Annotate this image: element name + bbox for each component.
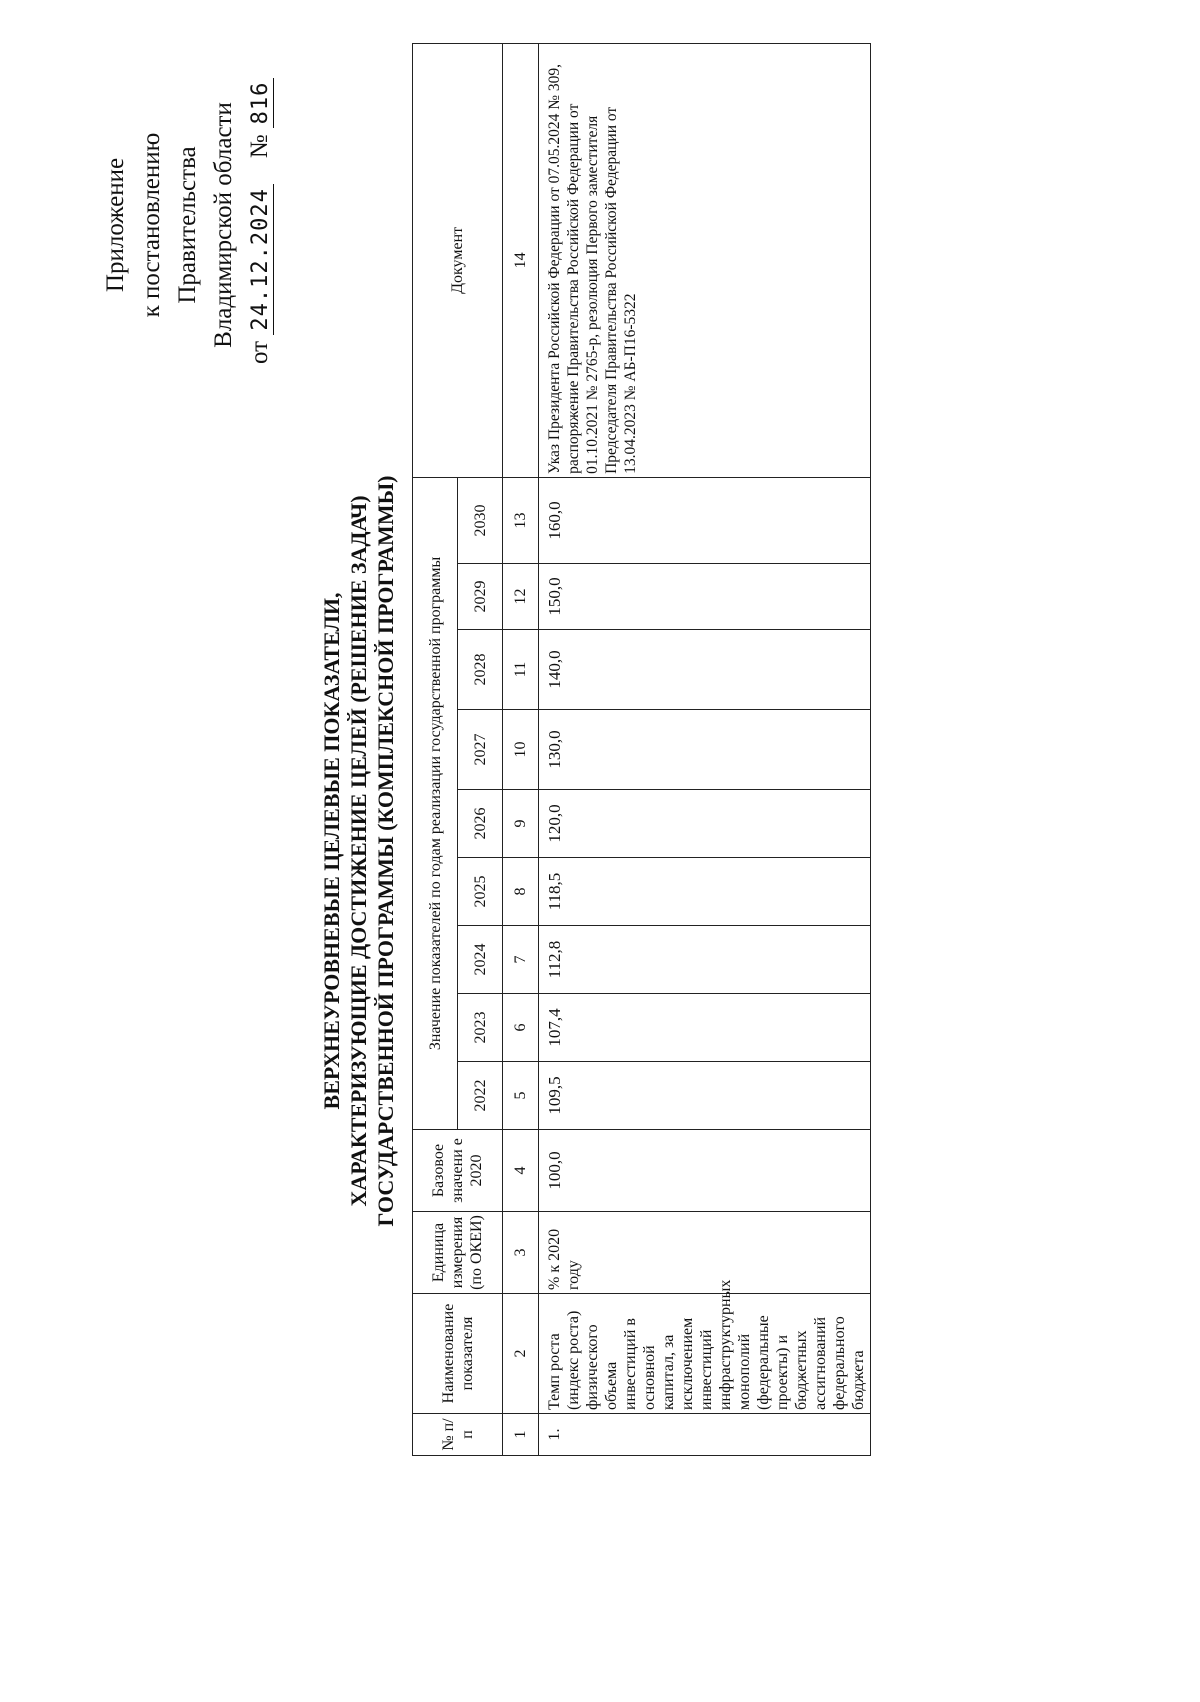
header-name: Наименование показателя [413, 1294, 503, 1414]
approval-block [98, 60, 279, 390]
column-number: 13 [503, 477, 539, 563]
header-year: 2030 [458, 477, 503, 563]
table-body [503, 43, 871, 1455]
date-prefix: от [246, 340, 273, 364]
year-value-cell: 112,8 [539, 926, 871, 994]
column-number: 4 [503, 1130, 539, 1212]
header-year: 2028 [458, 630, 503, 710]
table-row [539, 43, 871, 1455]
year-value-cell: 160,0 [539, 477, 871, 563]
indicators-table-wrap [412, 44, 871, 1456]
column-number: 3 [503, 1212, 539, 1294]
header-year: 2024 [458, 926, 503, 994]
column-number: 10 [503, 710, 539, 790]
row-num-cell: 1. [539, 1414, 871, 1456]
year-value-cell: 107,4 [539, 994, 871, 1062]
resolution-date: 24.12.2024 [248, 184, 274, 334]
document-heading [318, 0, 399, 1702]
header-row-1 [413, 43, 458, 1455]
column-number: 6 [503, 994, 539, 1062]
year-value-cell: 109,5 [539, 1062, 871, 1130]
header-year: 2023 [458, 994, 503, 1062]
column-number: 14 [503, 43, 539, 477]
header-year: 2026 [458, 790, 503, 858]
header-values: Значение показателей по годам реализации государственной программы [413, 477, 458, 1129]
year-value-cell: 130,0 [539, 710, 871, 790]
year-value-cell: 118,5 [539, 858, 871, 926]
column-number: 1 [503, 1414, 539, 1456]
number-prefix: № [246, 134, 273, 159]
date-number-line [242, 60, 279, 390]
base-value-cell: 100,0 [539, 1130, 871, 1212]
column-number: 2 [503, 1294, 539, 1414]
region-name: Владимирской области [210, 102, 237, 348]
document-cell: Указ Президента Российской Федерации от 07.05.2024 № 309, распоряжение Правительства Российской Федерации от 01.10.2021 № 2765-р, резолюция Первого заместителя Председателя Правительства Российской Федерации от 13.04.2023 № АБ-П16-5322 [539, 43, 871, 477]
column-number: 8 [503, 858, 539, 926]
header-year: 2022 [458, 1062, 503, 1130]
indicator-name-cell: Темп роста (индекс роста) физического объема инвестиций в основной капитал, за исключением инвестиций инфраструктурных монополий (федеральные проекты) и бюджетных ассигнований федерального бюджета [539, 1294, 871, 1414]
indicators-table [412, 43, 871, 1456]
header-year: 2025 [458, 858, 503, 926]
header-year: 2029 [458, 564, 503, 630]
header-document: Документ [413, 43, 503, 477]
resolution-number: 816 [248, 78, 274, 129]
header-unit: Единица измерения (по ОКЕИ) [413, 1212, 503, 1294]
unit-cell: % к 2020 году [539, 1212, 871, 1294]
year-value-cell: 140,0 [539, 630, 871, 710]
column-number: 11 [503, 630, 539, 710]
column-number: 7 [503, 926, 539, 994]
column-number: 9 [503, 790, 539, 858]
column-numbers-row [503, 43, 539, 1455]
heading-line-3: ГОСУДАРСТВЕННОЙ ПРОГРАММЫ (КОМПЛЕКСНОЙ ПРОГРАММЫ) [373, 475, 398, 1227]
resolution-reference: к постановлению Правительства [138, 132, 201, 318]
heading-line-1: ВЕРХНЕУРОВНЕВЫЕ ЦЕЛЕВЫЕ ПОКАЗАТЕЛИ, [319, 592, 344, 1110]
year-value-cell: 150,0 [539, 564, 871, 630]
header-num: № п/п [413, 1414, 503, 1456]
appendix-label: Приложение [102, 157, 129, 293]
heading-line-2: ХАРАКТЕРИЗУЮЩИЕ ДОСТИЖЕНИЕ ЦЕЛЕЙ (РЕШЕНИЕ ЗАДАЧ) [346, 495, 371, 1207]
column-number: 5 [503, 1062, 539, 1130]
header-base: Базовое значени е 2020 [413, 1130, 503, 1212]
year-value-cell: 120,0 [539, 790, 871, 858]
column-number: 12 [503, 564, 539, 630]
header-year: 2027 [458, 710, 503, 790]
